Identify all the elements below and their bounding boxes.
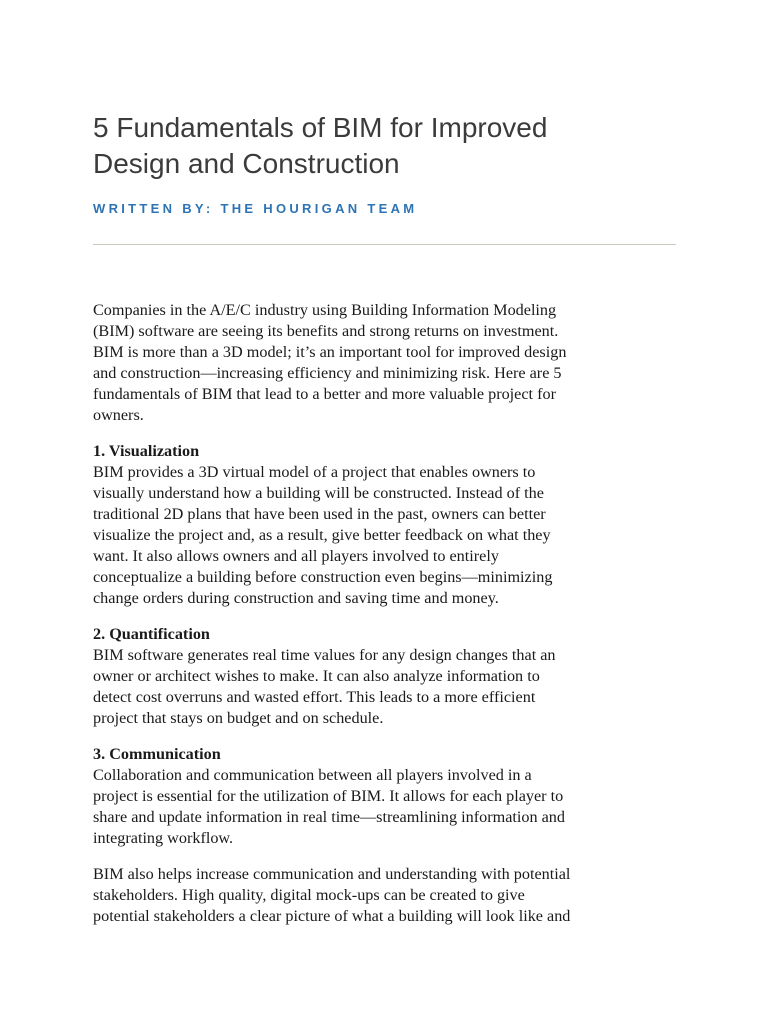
text-line: fundamentals of BIM that lead to a better and more valuable project for [93, 385, 556, 403]
text-line: Collaboration and communication between all players involved in a [93, 766, 532, 784]
text-line: share and update information in real time—streamlining information and [93, 808, 565, 826]
text-line: potential stakeholders a clear picture of what a building will look like and [93, 907, 571, 925]
text-line: visually understand how a building will be constructed. Instead of the [93, 484, 544, 502]
text-line: project that stays on budget and on schedule. [93, 709, 384, 727]
text-line: BIM provides a 3D virtual model of a project that enables owners to [93, 463, 536, 481]
section-quantification [93, 624, 683, 729]
text-line: traditional 2D plans that have been used in the past, owners can better [93, 505, 546, 523]
section-communication [93, 744, 683, 849]
text-line: BIM is more than a 3D model; it’s an important tool for improved design [93, 343, 567, 361]
text-line: visualize the project and, as a result, give better feedback on what they [93, 526, 551, 544]
text-line: want. It also allows owners and all players involved to entirely [93, 547, 499, 565]
title-divider [93, 244, 676, 245]
text-line: change orders during construction and saving time and money. [93, 589, 499, 607]
text-line: and construction—increasing efficiency and minimizing risk. Here are 5 [93, 364, 562, 382]
intro-paragraph [93, 300, 683, 426]
text-line: project is essential for the utilization of BIM. It allows for each player to [93, 787, 564, 805]
section-heading: 3. Communication [93, 745, 221, 763]
text-line: BIM also helps increase communication and understanding with potential [93, 865, 571, 883]
article-body [93, 300, 683, 942]
document-title [93, 110, 693, 182]
text-line: conceptualize a building before construction even begins—minimizing [93, 568, 553, 586]
document-title-line: Design and Construction [93, 148, 400, 179]
section-heading: 2. Quantification [93, 625, 210, 643]
text-line: detect cost overruns and wasted effort. This leads to a more efficient [93, 688, 536, 706]
text-line: owners. [93, 406, 144, 424]
section-heading: 1. Visualization [93, 442, 200, 460]
text-line: BIM software generates real time values for any design changes that an [93, 646, 556, 664]
text-line: integrating workflow. [93, 829, 234, 847]
text-line: Companies in the A/E/C industry using Building Information Modeling [93, 301, 557, 319]
author-byline: WRITTEN BY: THE HOURIGAN TEAM [93, 201, 418, 216]
document-title-line: 5 Fundamentals of BIM for Improved [93, 112, 548, 143]
text-line: stakeholders. High quality, digital mock-ups can be created to give [93, 886, 525, 904]
text-line: owner or architect wishes to make. It can also analyze information to [93, 667, 540, 685]
closing-paragraph [93, 864, 683, 927]
text-line: (BIM) software are seeing its benefits and strong returns on investment. [93, 322, 559, 340]
section-visualization [93, 441, 683, 609]
